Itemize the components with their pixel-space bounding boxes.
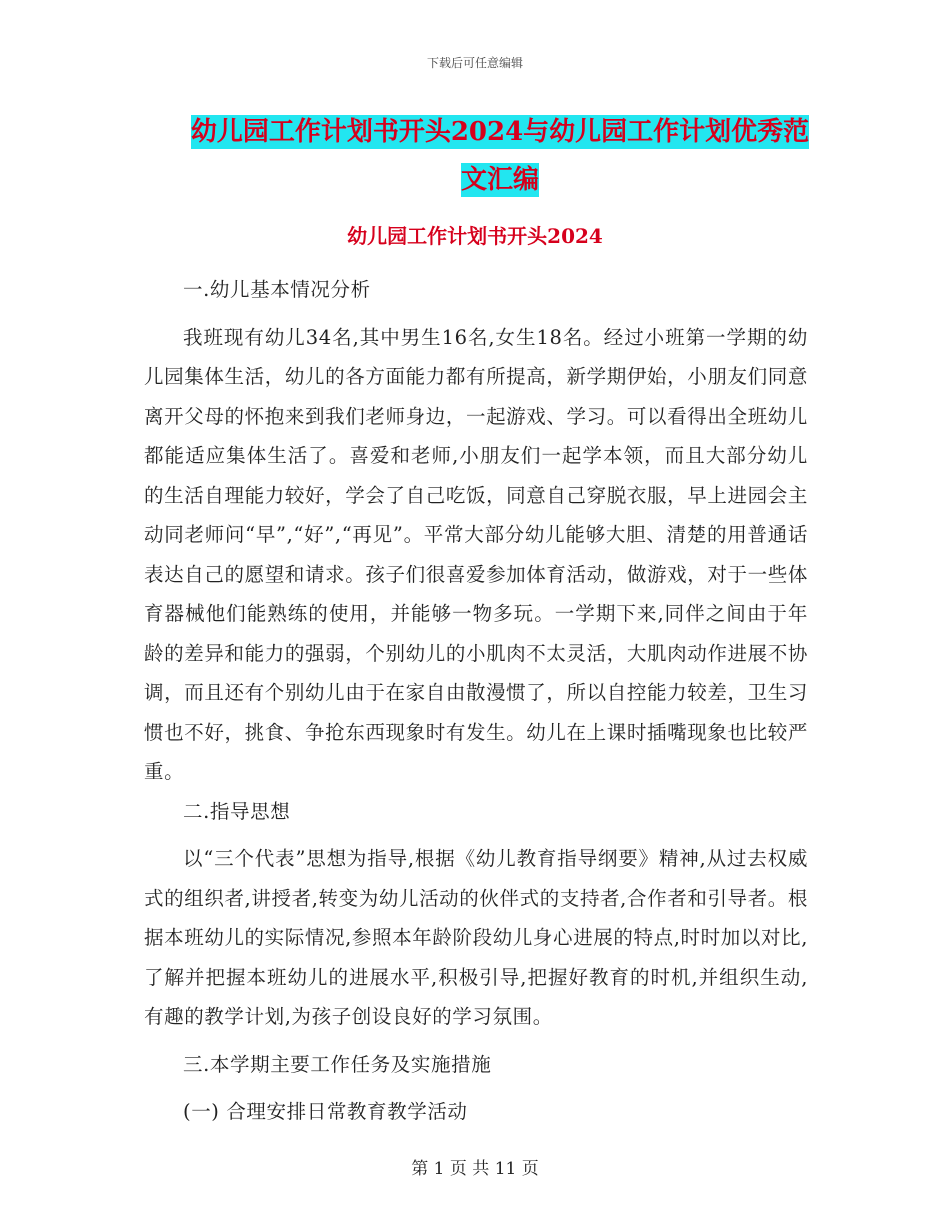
heading-basic-analysis: 一.幼儿基本情况分析 [183, 278, 371, 301]
heading-main-tasks: 三.本学期主要工作任务及实施措施 [183, 1052, 492, 1076]
page-number-footer: 第 1 页 共 11 页 [411, 1159, 539, 1179]
document-title [140, 108, 860, 204]
paragraph-basic-analysis: 我班现有幼儿34名,其中男生16名,女生18名。经过小班第一学期的幼儿园集体生活，幼儿的各方面能力都有所提高，新学期伊始，小朋友们同意离开父母的怀抱来到我们老师身边，一起游戏、学习。可以看得出全班幼儿都能适应集体生活了。喜爱和老师,小朋友们一起学本领，而且大部分幼儿的生活自理能力较好，学会了自己吃饭，同意自己穿脱衣服，早上进园会主动同老师问“早”,“好”,“再见”。平常大部分幼儿能够大胆、清楚的用普通话表达自己的愿望和请求。孩子们很喜爱参加体育活动，做游戏，对于一些体育器械他们能熟练的使用，并能够一物多玩。一学期下来,同伴之间由于年龄的差异和能力的强弱，个别幼儿的小肌肉不太灵活，大肌肉动作进展不协调，而且还有个别幼儿由于在家自由散漫惯了，所以自控能力较差，卫生习惯也不好，挑食、争抢东西现象时有发生。幼儿在上课时插嘴现象也比较严重。 [144, 325, 808, 783]
paragraph-guiding-thought: 以“三个代表”思想为指导,根据《幼儿教育指导纲要》精神,从过去权威式的组织者,讲授者,转变为幼儿活动的伙伴式的支持者,合作者和引导者。根据本班幼儿的实际情况,参照本年龄阶段幼儿身心进展的特点,时时加以对比,了解并把握本班幼儿的进展水平,积极引导,把握好教育的时机,并组织生动,有趣的教学计划,为孩子创设良好的学习氛围。 [144, 847, 808, 1028]
section-title: 幼儿园工作计划书开头2024 [347, 224, 603, 248]
document-body [144, 270, 808, 1132]
subheading-daily-activities: (一) 合理安排日常教育教学活动 [183, 1100, 468, 1123]
document-title-line-2: 文汇编 [460, 165, 539, 195]
page-header-note: 下载后可任意编辑 [426, 56, 523, 70]
heading-guiding-thought: 二.指导思想 [183, 799, 291, 823]
document-title-line-1: 幼儿园工作计划书开头2024与幼儿园工作计划优秀范 [190, 117, 810, 147]
